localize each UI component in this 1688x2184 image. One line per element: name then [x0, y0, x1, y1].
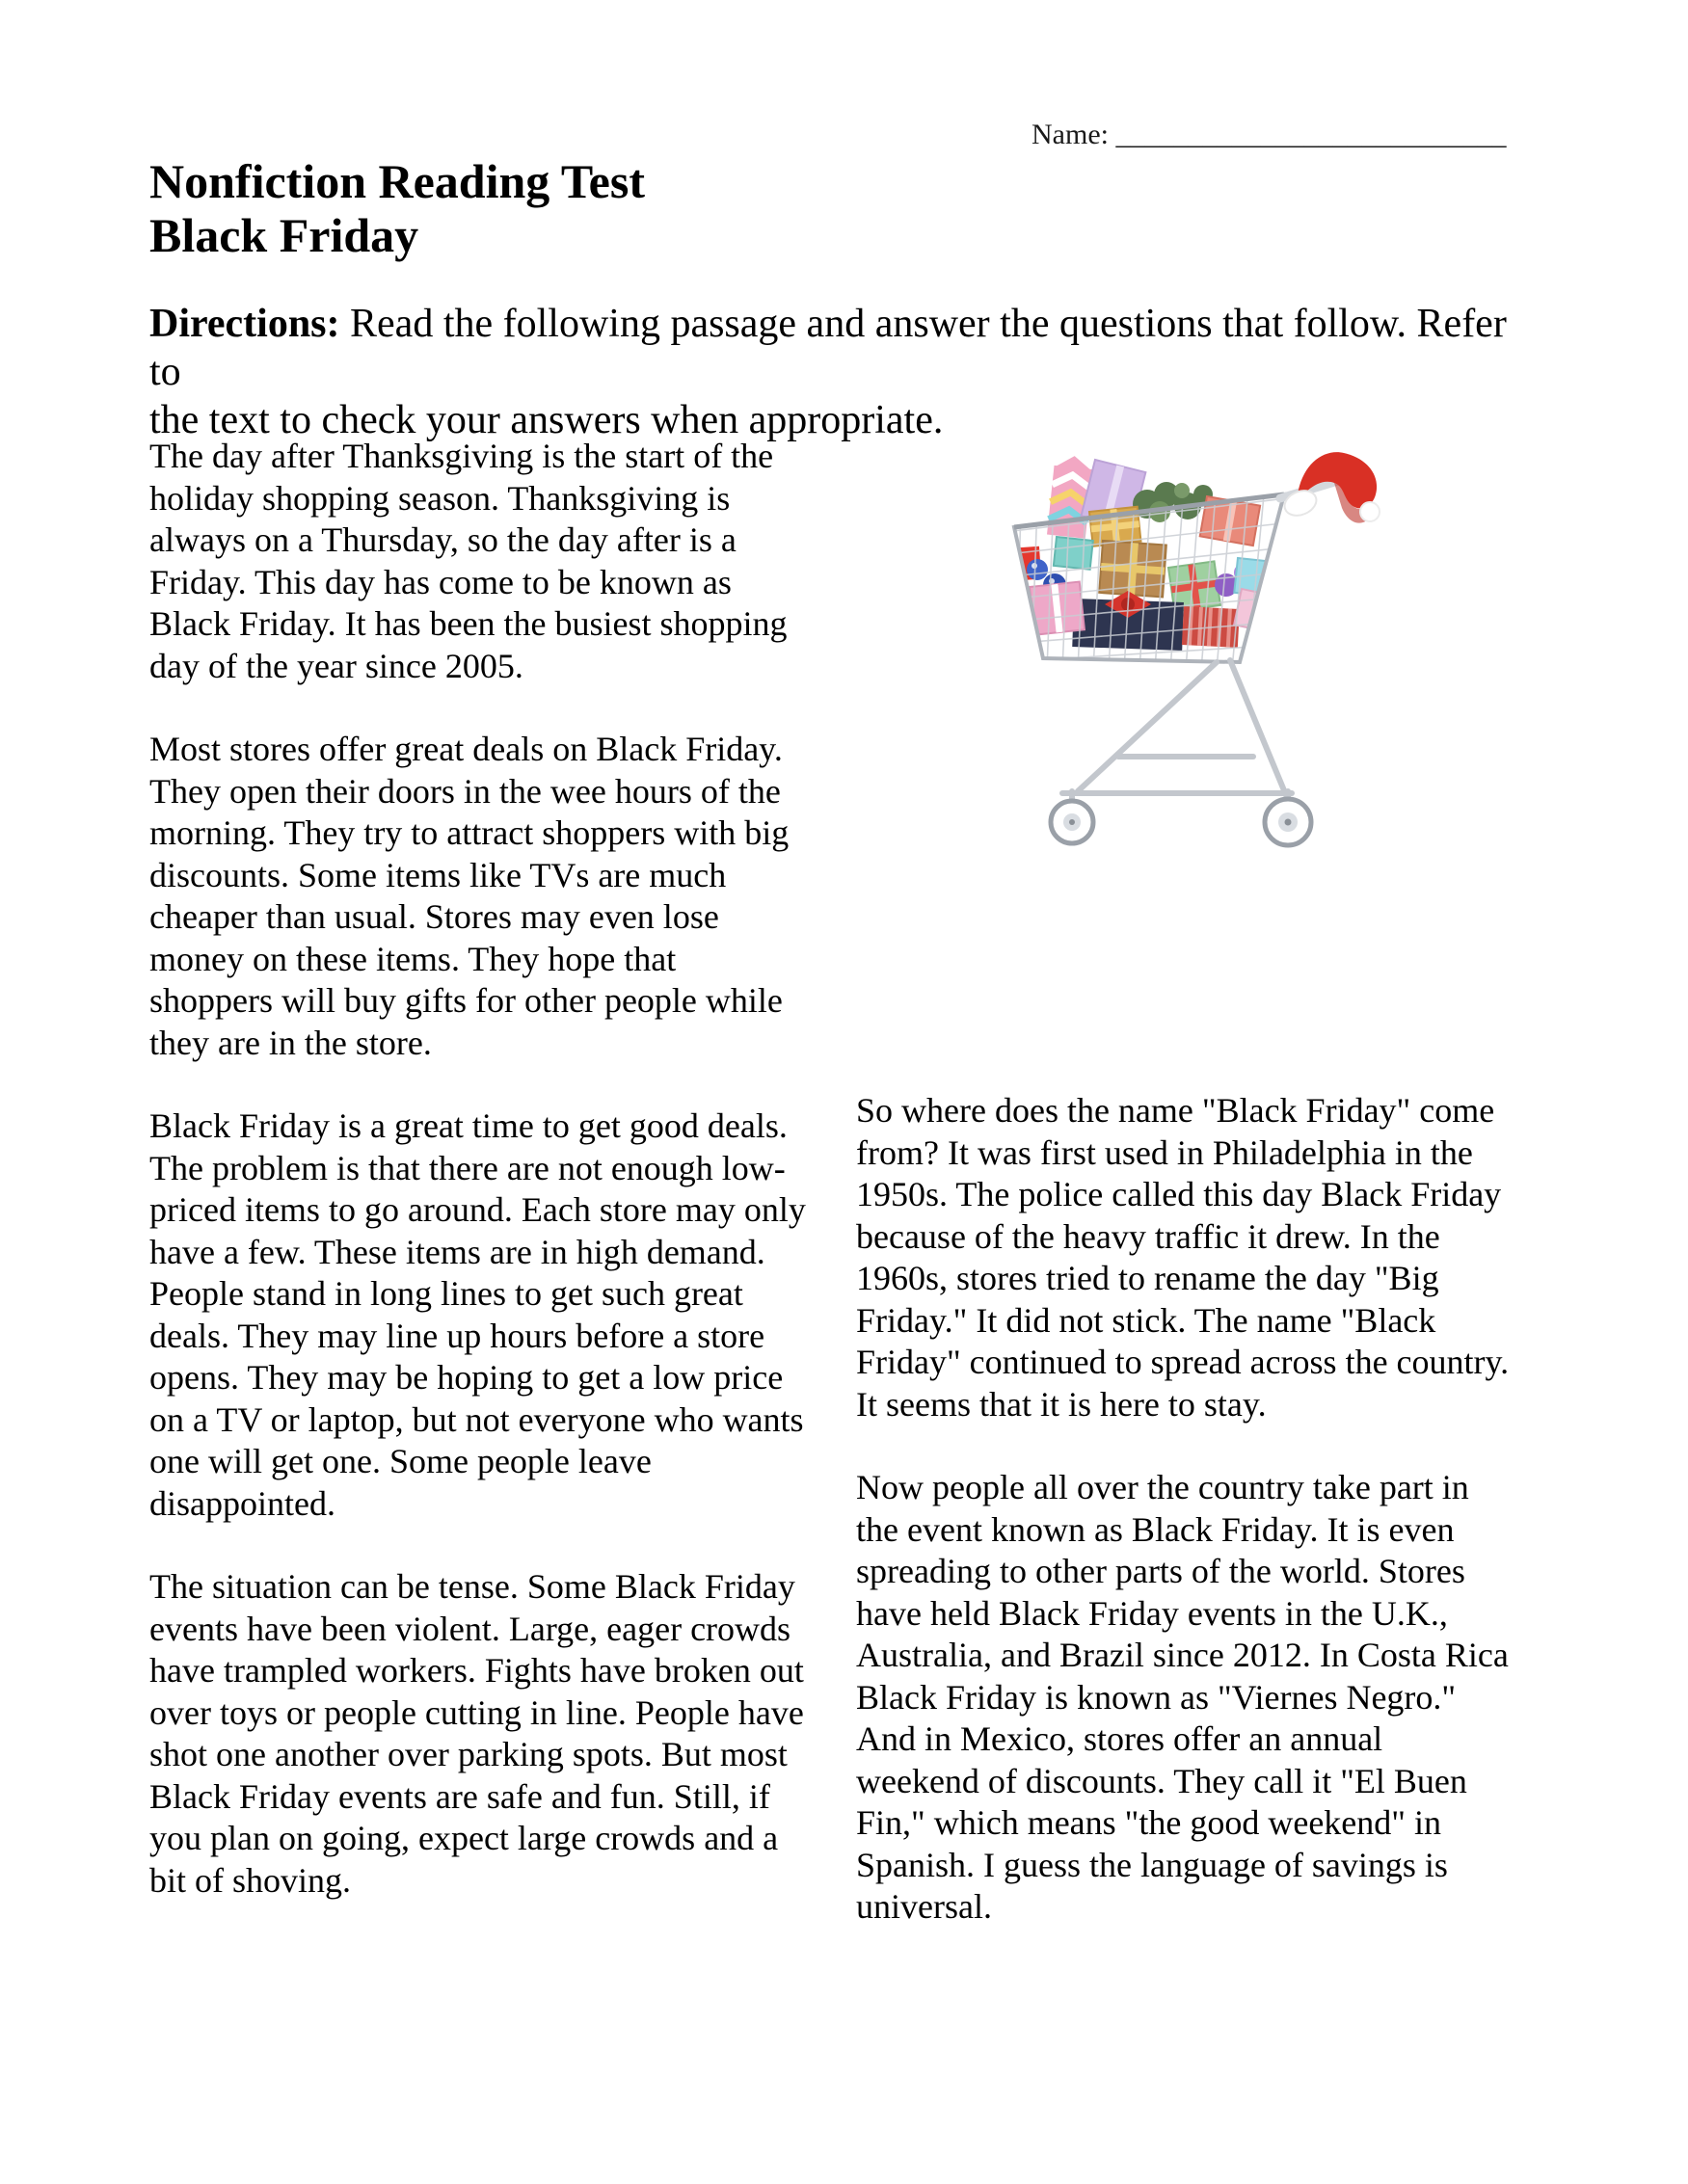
name-line — [1032, 118, 1506, 152]
paragraph: The day after Thanksgiving is the start of the holiday shopping season. Thanksgiving is always on a Thursday, so the day after is a Friday. This day has come to be known as Black Friday. It has been the busiest shopping day of the year since 2005. — [149, 437, 788, 685]
shopping-cart-with-gifts-and-santa-hat-icon — [1003, 439, 1388, 853]
directions — [149, 300, 1547, 444]
page-title-line1: Nonfiction Reading Test — [149, 154, 645, 208]
page-title — [149, 154, 645, 262]
paragraph: Now people all over the country take part in the event known as Black Friday. It is even spreading to other parts of the world. Stores have held Black Friday events in the U.K., Australia, and Brazil since 2012. In Costa Rica Black Friday is known as "Viernes Negro." And in Mexico, stores offer an annual weekend of discounts. They call it "El Buen Fin," which means "the good weekend" in Spanish. I guess the language of savings is universal. — [856, 1468, 1509, 1926]
passage-left-column — [149, 436, 824, 1943]
directions-text-line1: Read the following passage and answer the questions that follow. Refer to — [149, 302, 1507, 394]
name-label: Name: — [1032, 119, 1109, 150]
paragraph: Black Friday is a great time to get good deals. The problem is that there are not enough low- priced items to go around. Each store may only have a few. These items are in high demand. People stand in long lines to get such great deals. They may line up hours before a store opens. They may be hoping to get a low price on a TV or laptop, but not everyone who wants one will get one. Some people leave disappointed. — [149, 1106, 806, 1523]
passage-right-column — [856, 1090, 1537, 1970]
page-title-line2: Black Friday — [149, 208, 419, 262]
paragraph: The situation can be tense. Some Black Friday events have been violent. Large, eager crowds have trampled workers. Fights have broken out over toys or people cutting in line. People have shot one another over parking spots. But most Black Friday events are safe and fun. Still, if you plan on going, expect large crowds and a bit of shoving. — [149, 1567, 804, 1900]
name-blank: ___________________________ — [1115, 119, 1507, 150]
paragraph: So where does the name "Black Friday" come from? It was first used in Philadelphia in the 1950s. The police called this day Black Friday because of the heavy traffic it drew. In the 1960s, stores tried to rename the day "Big Friday." It did not stick. The name "Black Friday" continued to spread across the country. It seems that it is here to stay. — [856, 1091, 1510, 1424]
directions-label: Directions: — [149, 302, 340, 346]
directions-text-line2: the text to check your answers when appropriate. — [149, 398, 944, 442]
paragraph: Most stores offer great deals on Black Friday. They open their doors in the wee hours of the morning. They try to attract shoppers with big discounts. Some items like TVs are much cheaper than usual. Stores may even lose money on these items. They hope that shoppers will buy gifts for other people while they are in the store. — [149, 730, 790, 1062]
shopping-cart-illustration — [1003, 439, 1388, 853]
